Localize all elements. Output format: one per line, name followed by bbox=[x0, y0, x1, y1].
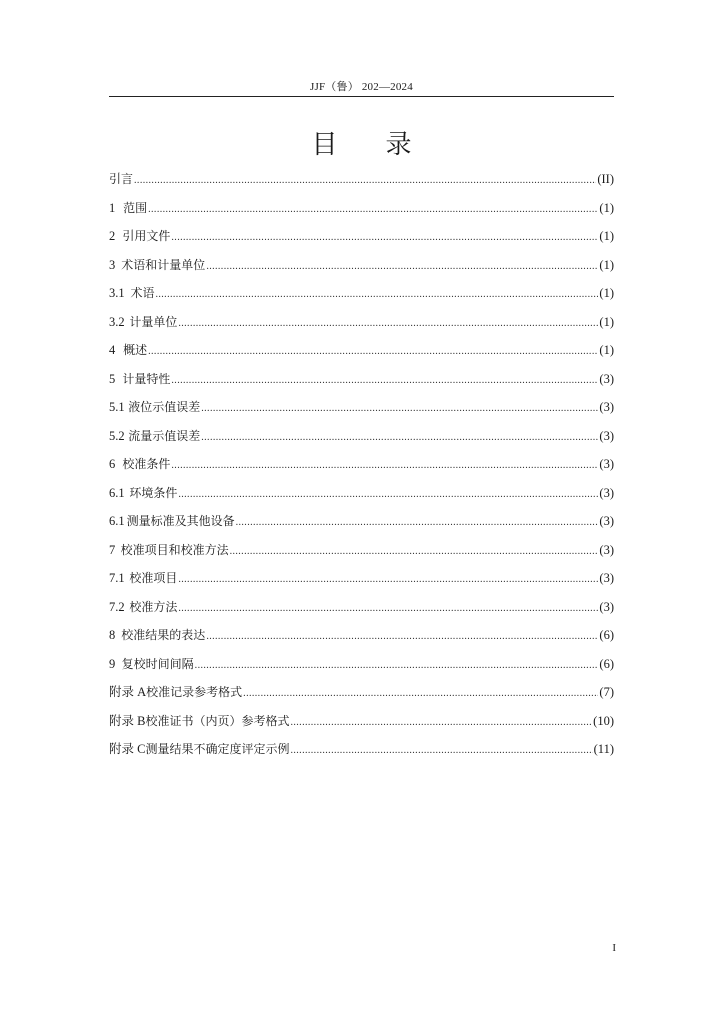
toc-entry-title: 术语 bbox=[130, 286, 155, 300]
toc-entry-page: (6) bbox=[599, 628, 614, 642]
toc-entry-title: 范围 bbox=[123, 200, 148, 215]
toc-entry[interactable] bbox=[109, 422, 614, 451]
toc-entry[interactable] bbox=[109, 336, 614, 365]
toc-entry-number: 附录 C bbox=[109, 742, 146, 756]
toc-entry[interactable] bbox=[109, 593, 614, 622]
toc-dot-leader bbox=[243, 680, 598, 709]
toc-dot-leader bbox=[290, 709, 592, 738]
header-divider bbox=[109, 96, 614, 97]
document-header: JJF（鲁） 202—2024 bbox=[310, 81, 413, 93]
toc-entry-number: 6 bbox=[109, 457, 116, 471]
toc-dot-leader bbox=[236, 509, 599, 538]
toc-entry-page: (3) bbox=[599, 599, 614, 614]
toc-entry-number: 3 bbox=[109, 257, 116, 272]
toc-entry-title: 校准项目和校准方法 bbox=[120, 542, 229, 557]
toc-entry-number: 5 bbox=[109, 371, 116, 386]
toc-entry-page: (1) bbox=[599, 343, 614, 357]
toc-entry[interactable] bbox=[109, 735, 614, 764]
toc-entry[interactable] bbox=[109, 707, 614, 736]
toc-entry-title: 术语和计量单位 bbox=[121, 257, 206, 272]
toc-dot-leader bbox=[201, 424, 598, 453]
toc-entry-number: 7.1 bbox=[109, 571, 125, 585]
toc-entry-page: (7) bbox=[599, 685, 614, 699]
toc-entry[interactable] bbox=[109, 194, 614, 223]
toc-entry-number: 5.2 bbox=[109, 428, 125, 443]
toc-entry-page: (3) bbox=[599, 485, 614, 500]
toc-dot-leader bbox=[178, 595, 598, 624]
toc-dot-leader bbox=[134, 167, 596, 196]
toc-entry[interactable] bbox=[109, 308, 614, 337]
toc-entry-number: 2 bbox=[109, 229, 116, 243]
toc-entry-number: 附录 A bbox=[109, 685, 147, 699]
toc-entry[interactable] bbox=[109, 678, 614, 707]
toc-entry-number: 7.2 bbox=[109, 599, 125, 614]
toc-dot-leader bbox=[195, 652, 599, 681]
toc-entry-number: 7 bbox=[109, 542, 116, 557]
toc-entry-number: 3.1 bbox=[109, 286, 125, 300]
toc-entry-number: 6.1 bbox=[109, 485, 125, 500]
toc-entry-title: 校准方法 bbox=[129, 599, 178, 614]
toc-entry[interactable] bbox=[109, 564, 614, 593]
toc-entry-page: (1) bbox=[599, 229, 614, 243]
toc-entry[interactable] bbox=[109, 222, 614, 251]
toc-entry-title: 测量标准及其他设备 bbox=[126, 514, 235, 528]
toc-entry[interactable] bbox=[109, 393, 614, 422]
toc-entry-page: (1) bbox=[599, 286, 614, 300]
toc-dot-leader bbox=[178, 566, 598, 595]
toc-dot-leader bbox=[171, 452, 598, 481]
toc-entry-page: (3) bbox=[599, 514, 614, 528]
table-of-contents bbox=[109, 165, 614, 764]
toc-entry-page: (3) bbox=[599, 571, 614, 585]
toc-dot-leader bbox=[201, 395, 598, 424]
toc-entry-number: 8 bbox=[109, 628, 116, 642]
toc-entry[interactable] bbox=[109, 507, 614, 536]
toc-entry-page: (1) bbox=[599, 257, 614, 272]
toc-dot-leader bbox=[148, 338, 598, 367]
toc-entry-page: (1) bbox=[599, 314, 614, 329]
toc-entry-page: (3) bbox=[599, 371, 614, 386]
toc-entry-title: 计量特性 bbox=[122, 371, 171, 386]
toc-dot-leader bbox=[155, 281, 598, 310]
toc-entry[interactable] bbox=[109, 479, 614, 508]
toc-entry-title: 校准项目 bbox=[129, 571, 178, 585]
toc-entry-number: 3.2 bbox=[109, 314, 125, 329]
toc-entry[interactable] bbox=[109, 365, 614, 394]
toc-entry[interactable] bbox=[109, 536, 614, 565]
toc-dot-leader bbox=[171, 367, 598, 396]
toc-dot-leader bbox=[178, 481, 598, 510]
page-title: 目录 bbox=[311, 130, 460, 160]
toc-entry-title: 液位示值误差 bbox=[128, 400, 201, 414]
toc-entry-title: 概述 bbox=[123, 343, 148, 357]
toc-entry-number: 附录 B bbox=[109, 713, 146, 728]
toc-entry-title: 校准记录参考格式 bbox=[146, 685, 243, 699]
toc-entry-page: (II) bbox=[597, 172, 614, 186]
toc-entry-page: (6) bbox=[599, 656, 614, 671]
toc-entry-title: 测量结果不确定度评定示例 bbox=[145, 742, 290, 756]
toc-entry[interactable] bbox=[109, 450, 614, 479]
toc-entry-title: 校准结果的表达 bbox=[121, 628, 206, 642]
toc-entry-number: 1 bbox=[109, 200, 116, 215]
toc-entry-title: 流量示值误差 bbox=[128, 428, 201, 443]
toc-entry-title: 环境条件 bbox=[129, 485, 178, 500]
toc-entry-page: (10) bbox=[593, 713, 614, 728]
toc-entry-title: 校准证书（内页）参考格式 bbox=[145, 713, 290, 728]
toc-entry-page: (1) bbox=[599, 200, 614, 215]
toc-entry-title: 计量单位 bbox=[129, 314, 178, 329]
toc-entry-number: 5.1 bbox=[109, 400, 125, 414]
toc-entry[interactable] bbox=[109, 279, 614, 308]
toc-dot-leader bbox=[148, 196, 598, 225]
toc-entry-page: (3) bbox=[599, 428, 614, 443]
toc-entry-page: (3) bbox=[599, 542, 614, 557]
toc-entry-title: 复校时间间隔 bbox=[121, 656, 194, 671]
toc-entry[interactable] bbox=[109, 251, 614, 280]
toc-entry-page: (11) bbox=[593, 742, 614, 756]
toc-dot-leader bbox=[230, 538, 599, 567]
toc-entry-title: 引言 bbox=[109, 172, 134, 186]
toc-entry-number: 4 bbox=[109, 343, 116, 357]
toc-entry[interactable] bbox=[109, 621, 614, 650]
toc-dot-leader bbox=[206, 623, 598, 652]
toc-entry-number: 9 bbox=[109, 656, 116, 671]
toc-entry-page: (3) bbox=[599, 400, 614, 414]
toc-entry-title: 引用文件 bbox=[122, 229, 171, 243]
toc-dot-leader bbox=[290, 737, 592, 766]
toc-dot-leader bbox=[178, 310, 598, 339]
toc-dot-leader bbox=[171, 224, 598, 253]
toc-entry-number: 6.1 bbox=[109, 514, 125, 528]
toc-entry-title: 校准条件 bbox=[122, 457, 171, 471]
toc-entry-page: (3) bbox=[599, 457, 614, 471]
toc-entry[interactable] bbox=[109, 165, 614, 194]
toc-entry[interactable] bbox=[109, 650, 614, 679]
toc-dot-leader bbox=[206, 253, 598, 282]
page-number: I bbox=[612, 942, 616, 954]
